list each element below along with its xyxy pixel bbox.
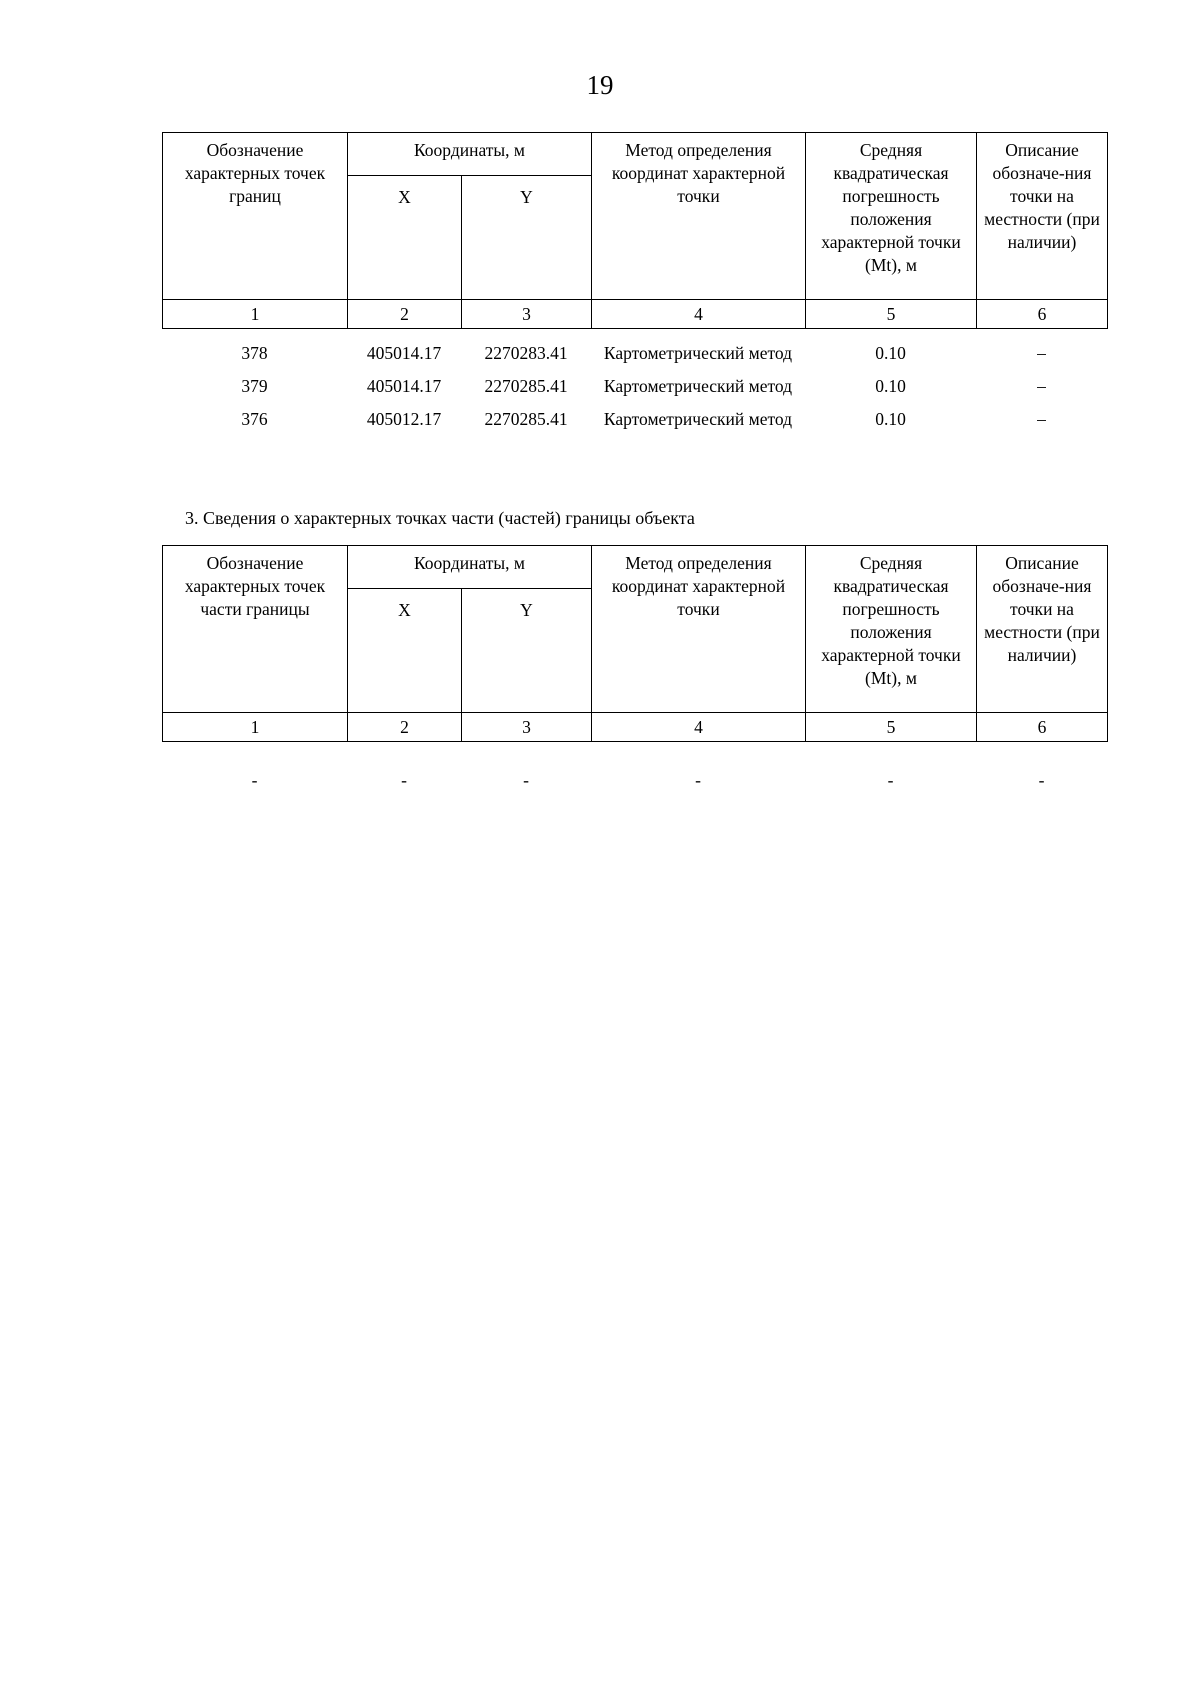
column-number: 3 — [462, 713, 592, 742]
column-number: 1 — [163, 713, 348, 742]
description: – — [1037, 343, 1046, 363]
page-number: 19 — [586, 70, 614, 100]
header-description: Описание обозначе-ния точки на местности (при наличии) — [977, 133, 1108, 300]
point-id: 379 — [241, 376, 268, 396]
header-error: Средняя квадратическая погрешность положения характерной точки (Mt), м — [806, 133, 977, 300]
header-x: X — [348, 589, 462, 713]
column-number: 1 — [163, 300, 348, 329]
empty-value: - — [401, 770, 407, 790]
column-number: 6 — [977, 713, 1108, 742]
header-x: X — [348, 176, 462, 300]
empty-value: - — [695, 770, 701, 790]
header-point-designation: Обозначение характерных точек границ — [163, 133, 348, 300]
method: Картометрический метод — [603, 343, 793, 363]
empty-value: - — [887, 770, 894, 790]
header-point-designation: Обозначение характерных точек части границы — [163, 546, 348, 713]
column-number: 5 — [806, 300, 977, 329]
coord-y: 2270285.41 — [484, 409, 568, 429]
coord-x: 405014.17 — [366, 376, 442, 396]
empty-value: - — [251, 770, 258, 790]
table-row — [162, 369, 1107, 402]
error: 0.10 — [875, 409, 906, 429]
coord-x: 405014.17 — [366, 343, 442, 363]
coord-y: 2270283.41 — [484, 343, 568, 363]
header-method: Метод определения координат характерной точки — [592, 546, 806, 713]
coord-x: 405012.17 — [366, 409, 442, 429]
header-coordinates: Координаты, м — [348, 546, 592, 589]
empty-value: - — [1038, 770, 1045, 790]
column-number: 4 — [592, 713, 806, 742]
method: Картометрический метод — [603, 376, 793, 396]
description: – — [1037, 409, 1046, 429]
header-y: Y — [462, 176, 592, 300]
error: 0.10 — [875, 343, 906, 363]
header-y: Y — [462, 589, 592, 713]
boundary-part-points-table — [162, 545, 1108, 742]
coord-y: 2270285.41 — [484, 376, 568, 396]
point-id: 376 — [241, 409, 268, 429]
error: 0.10 — [875, 376, 906, 396]
column-number: 3 — [462, 300, 592, 329]
empty-data-row — [162, 770, 1107, 791]
boundary-points-rows — [162, 336, 1107, 435]
section-3-title: 3. Сведения о характерных точках части (частей) границы объекта — [185, 508, 695, 528]
description: – — [1037, 376, 1046, 396]
column-number: 5 — [806, 713, 977, 742]
column-number: 2 — [348, 300, 462, 329]
column-number: 2 — [348, 713, 462, 742]
header-method: Метод определения координат характерной точки — [592, 133, 806, 300]
point-id: 378 — [241, 343, 268, 363]
method: Картометрический метод — [603, 409, 793, 429]
empty-value: - — [523, 770, 529, 790]
table-row — [162, 402, 1107, 435]
header-error: Средняя квадратическая погрешность положения характерной точки (Mt), м — [806, 546, 977, 713]
column-number: 4 — [592, 300, 806, 329]
column-number: 6 — [977, 300, 1108, 329]
header-coordinates: Координаты, м — [348, 133, 592, 176]
table-row — [162, 336, 1107, 369]
header-description: Описание обозначе-ния точки на местности (при наличии) — [977, 546, 1108, 713]
boundary-points-table — [162, 132, 1108, 329]
